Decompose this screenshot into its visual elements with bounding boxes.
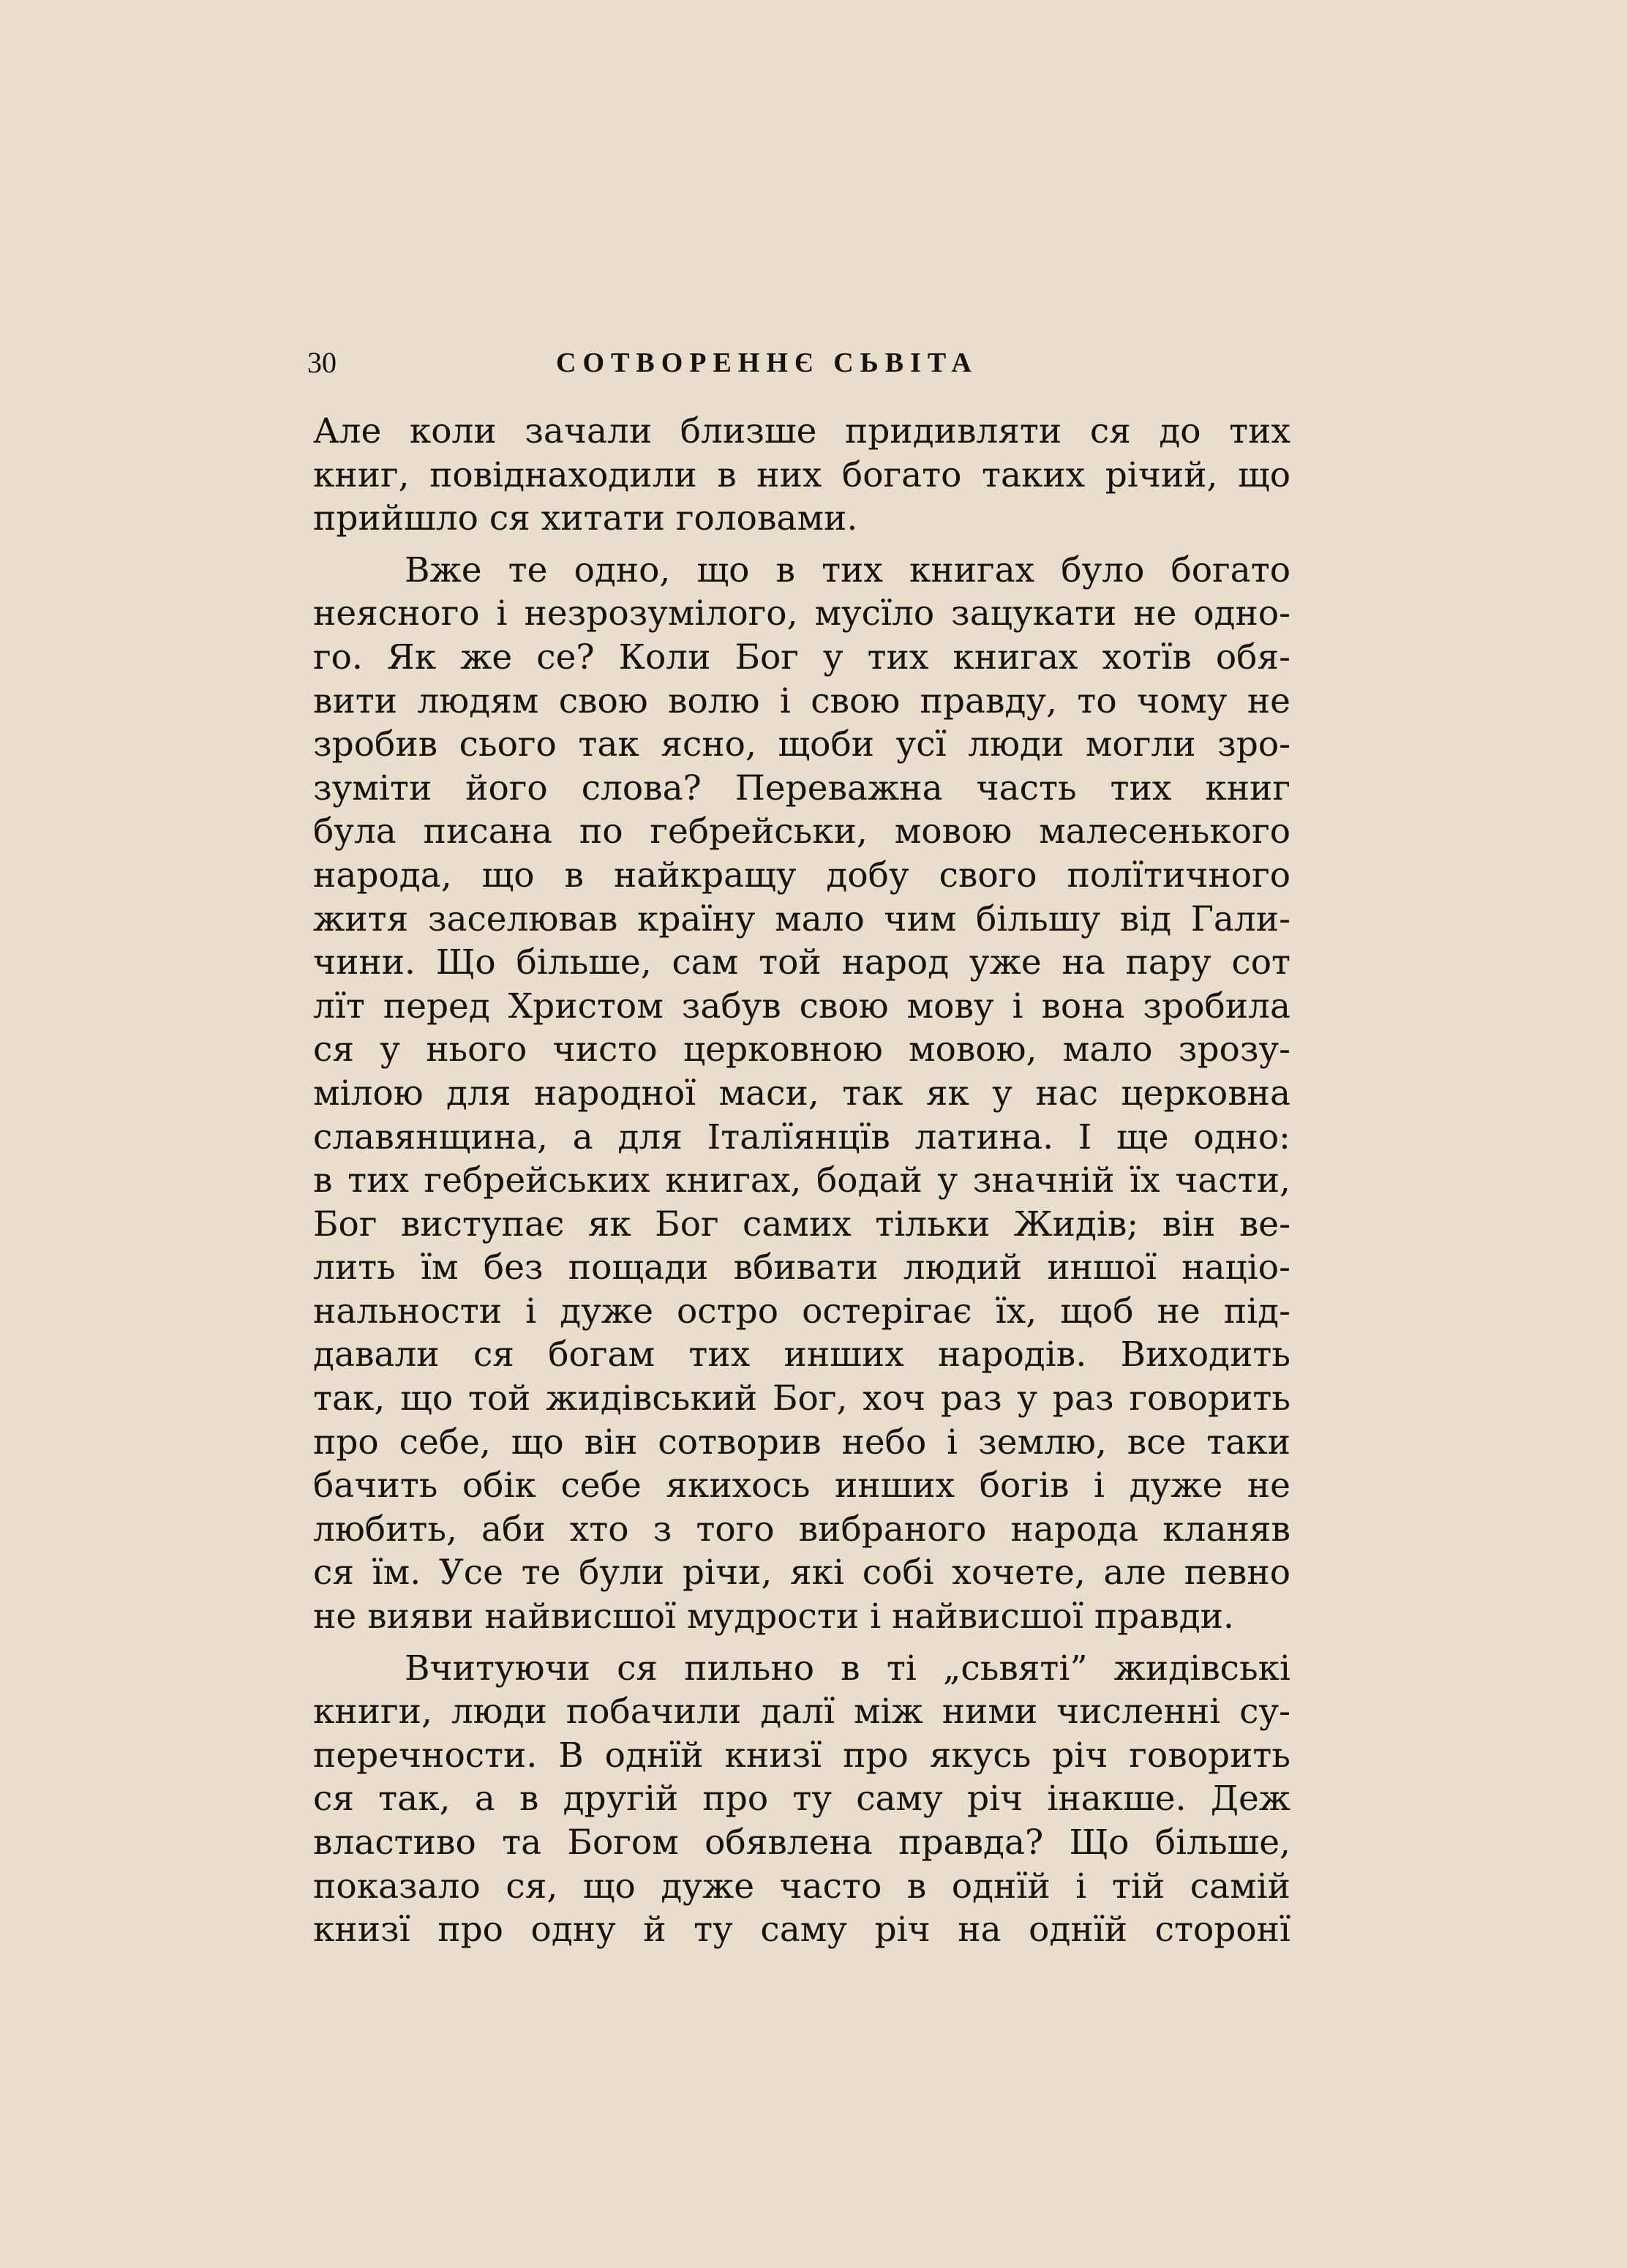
text-line: чини. Що більше, сам той народ уже на пару сот: [313, 942, 1290, 983]
text-line: показало ся, що дуже часто в однїй і тій самій: [313, 1866, 1290, 1907]
text-line: ся так, а в другій про ту саму річ інакше. Деж: [313, 1779, 1290, 1820]
text-line: прийшло ся хитати головами.: [313, 498, 858, 539]
text-line: ся їм. Усе те були річи, які собі хочете, але певно: [313, 1552, 1290, 1593]
text-line: давали ся богам тих инших народів. Виходить: [313, 1334, 1290, 1375]
text-line: лить їм без пощади вбивати людий иншої націо-: [313, 1247, 1290, 1288]
text-line: Вчитуючи ся пильно в ті „сьвяті” жидівські: [405, 1648, 1290, 1689]
page-number: 30: [307, 346, 337, 379]
running-title: СОТВОРЕННЄ СЬВІТА: [556, 348, 978, 378]
text-line: зуміти його слова? Переважна часть тих книг: [313, 767, 1290, 808]
text-line: Вже те одно, що в тих книгах було богато: [405, 549, 1290, 590]
text-line: любить, аби хто з того вибраного народа кланяв: [313, 1509, 1290, 1550]
text-line: Але коли зачали близше придивляти ся до тих: [313, 411, 1290, 451]
text-line: Бог виступає як Бог самих тільки Жидів; він ве-: [313, 1204, 1290, 1244]
text-line: про себе, що він сотворив небо і землю, все таки: [313, 1422, 1290, 1462]
body-text: [313, 410, 1290, 1952]
paragraph: [313, 549, 1290, 1639]
text-line: го. Як же се? Коли Бог у тих книгах хотїв обя-: [313, 637, 1290, 677]
text-line: бачить обік себе якихось инших богів і дуже не: [313, 1465, 1290, 1506]
text-line: нальности і дуже остро остерігає їх, щоб не під-: [313, 1291, 1290, 1332]
text-line: ся у нього чисто церковною мовою, мало зрозу-: [313, 1029, 1290, 1070]
text-line: вити людям свою волю і свою правду, то чому не: [313, 680, 1290, 721]
text-line: книзї про одну й ту саму річ на однїй сторонї: [313, 1910, 1290, 1950]
text-line: властиво та Богом обявлена правда? Що більше,: [313, 1822, 1290, 1863]
text-line: в тих гебрейських книгах, бодай у значній їх части,: [313, 1160, 1290, 1201]
running-head: [307, 341, 1039, 385]
text-line: книги, люди побачили далї між ними численні су-: [313, 1691, 1290, 1732]
paragraph: [313, 410, 1290, 541]
text-line: книг, повіднаходили в них богато таких річий, що: [313, 454, 1290, 495]
text-line: неясного і незрозумілого, мусїло зацукати не одно-: [313, 593, 1290, 634]
text-line: перечности. В однїй книзї про якусь річ говорить: [313, 1735, 1290, 1776]
text-line: зробив сього так ясно, щоби усї люди могли зро-: [313, 724, 1290, 765]
text-line: славянщина, а для Італїянцїв латина. І ще одно:: [313, 1116, 1290, 1157]
text-line: так, що той жидівський Бог, хоч раз у раз говорить: [313, 1378, 1290, 1419]
text-line: не вияви найвисшої мудрости і найвисшої правди.: [313, 1596, 1234, 1637]
paragraph: [313, 1647, 1290, 1952]
text-line: мілою для народної маси, так як у нас церковна: [313, 1073, 1290, 1114]
text-line: була писана по гебрейськи, мовою малесенького: [313, 811, 1290, 852]
text-line: народа, що в найкращу добу свого полїтичного: [313, 855, 1290, 895]
text-line: житя заселював країну мало чим більшу від Гали-: [313, 898, 1290, 939]
text-line: лїт перед Христом забув свою мову і вона зробила: [313, 985, 1290, 1026]
